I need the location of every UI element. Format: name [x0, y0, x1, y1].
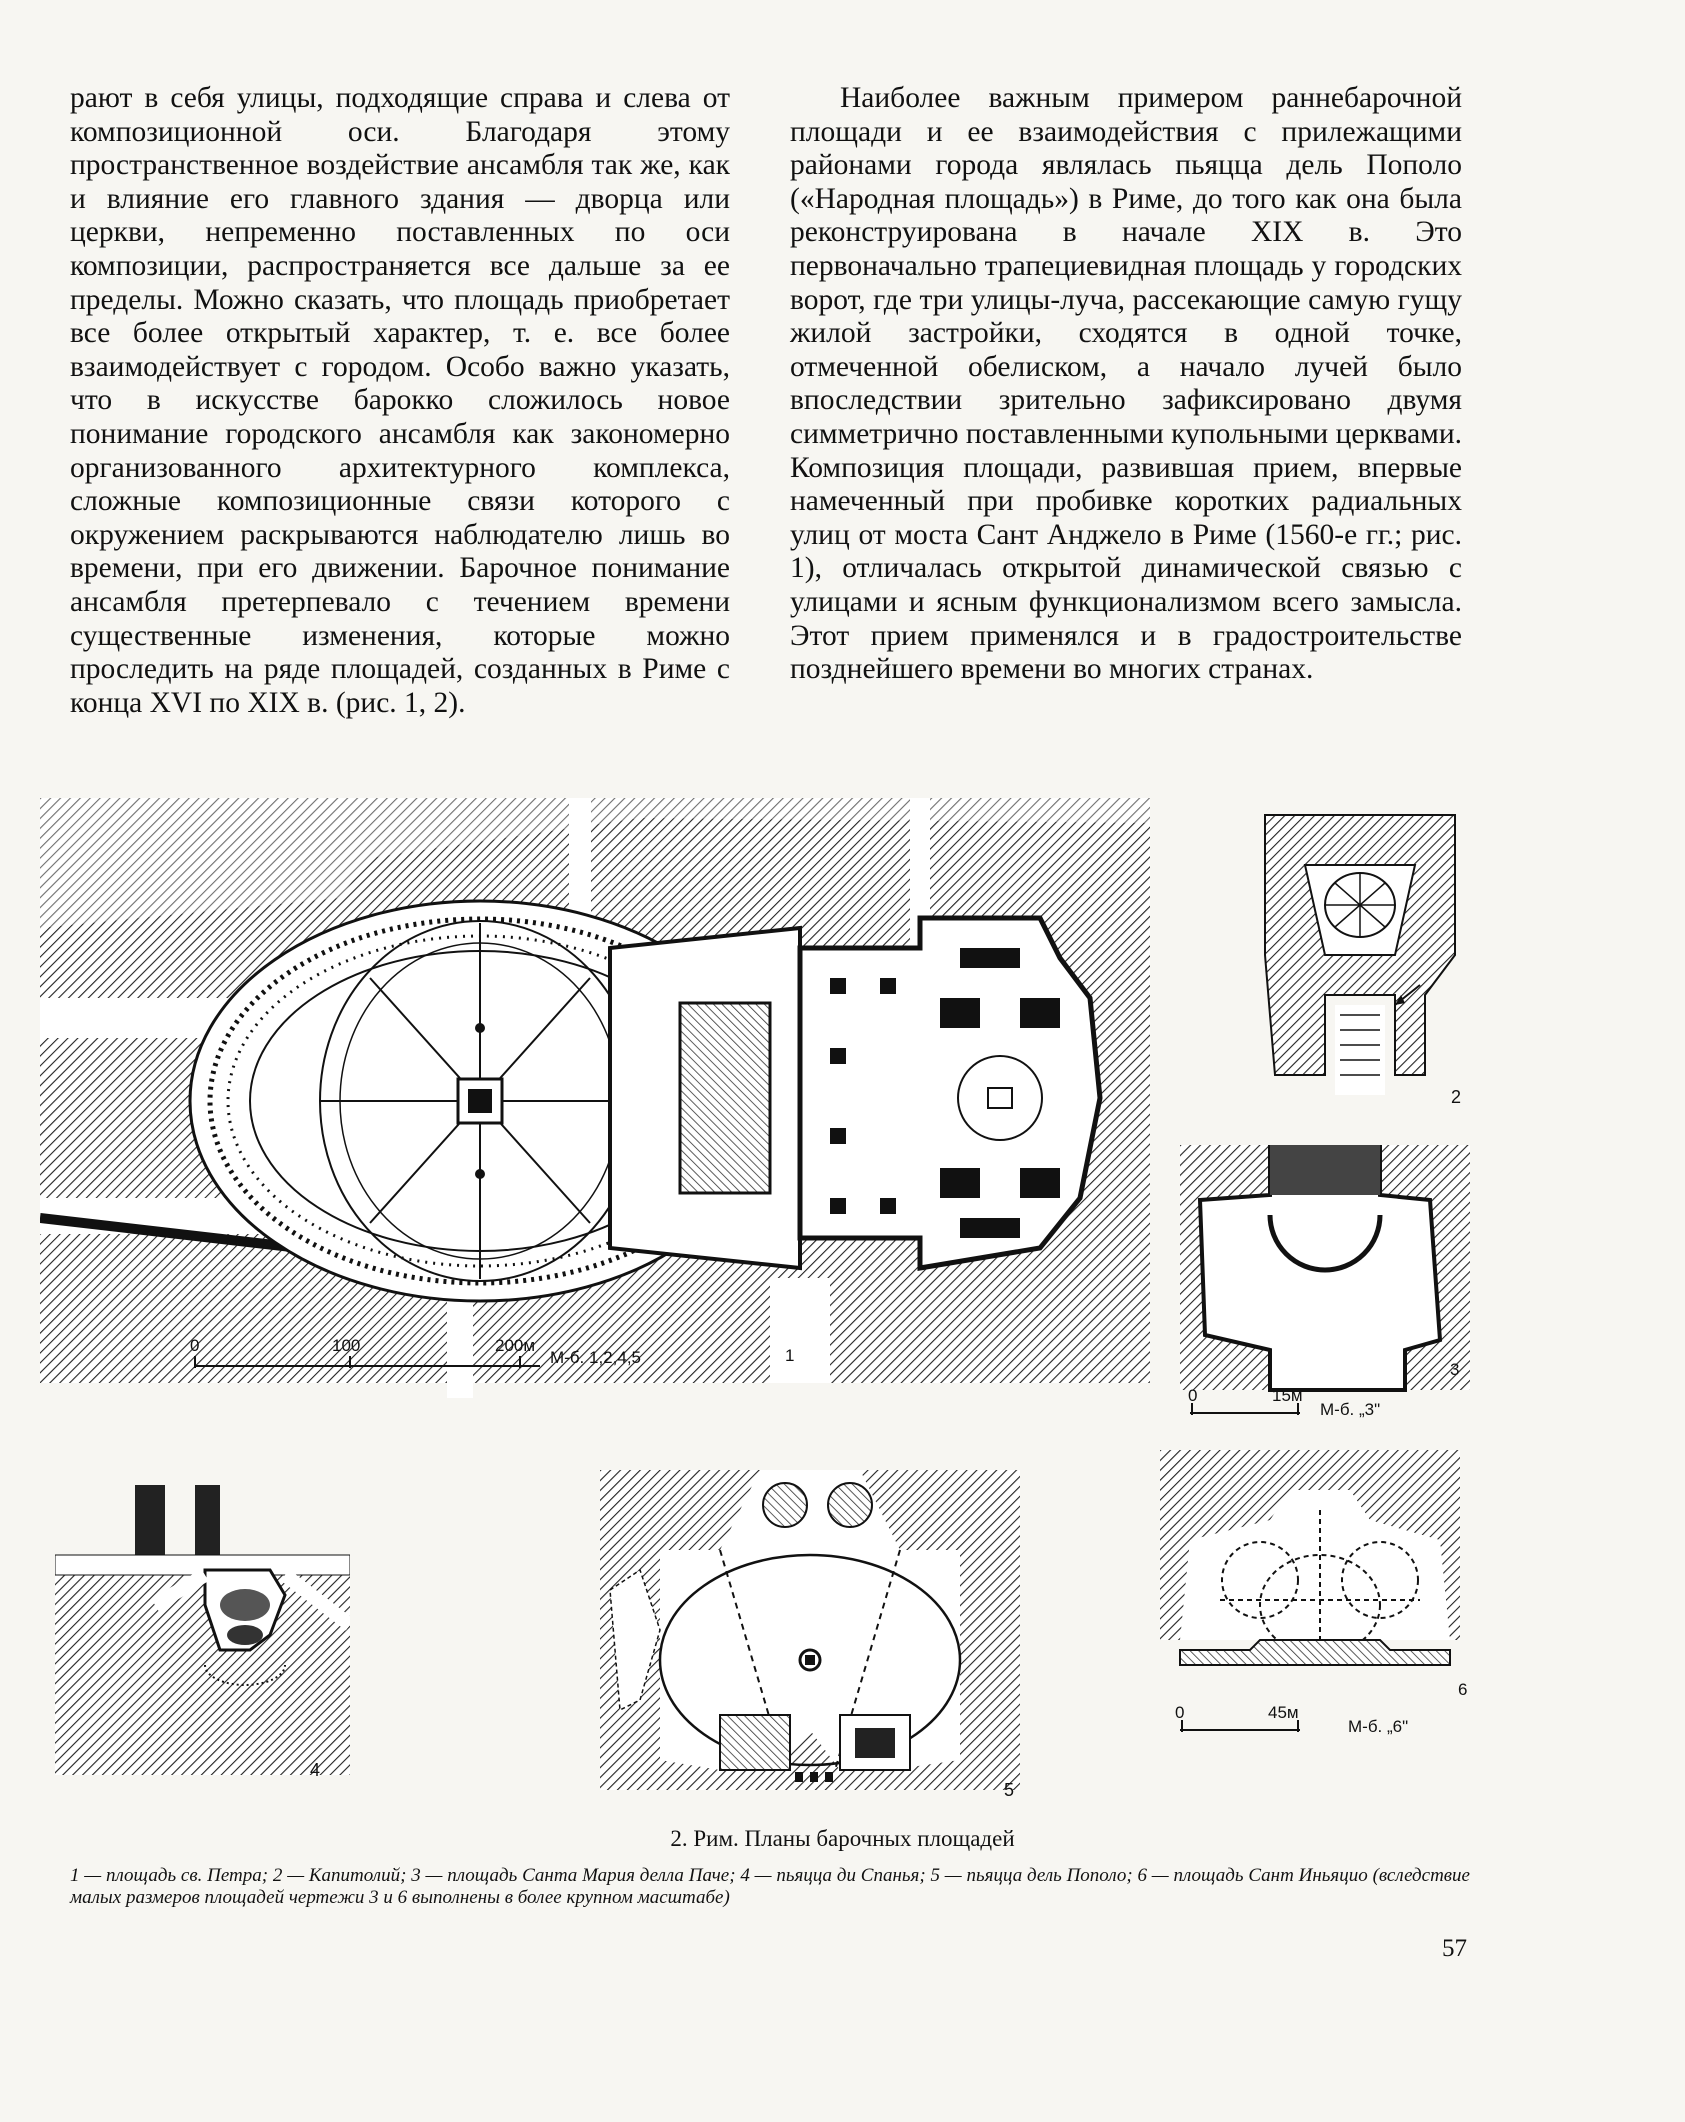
- right-text-column: [790, 82, 1462, 687]
- plan-4-number: 4: [310, 1760, 321, 1780]
- plan-6-scale-45: 45м: [1268, 1703, 1299, 1722]
- plan-3-number: 3: [1450, 1360, 1460, 1379]
- plan-3-scale-15: 15м: [1272, 1386, 1303, 1405]
- left-paragraph: рают в себя улицы, подходящие справа и слева от композиционной оси. Благодаря этому пространственное воздействие ансамбля так же, как и влияние его главного здания — дворца или церкви, непременно поставленных по оси композиции, распространяется все дальше за ее пределы. Можно сказать, что площадь приобретает все более открытый характер, т. е. все более взаимодействует с городом. Особо важно указать, что в искусстве барокко сложилось новое понимание городского ансамбля как закономерно организованного архитектурного комплекса, сложные композиционные связи которого с окружением раскрываются наблюдателю лишь во времени, при его движении. Барочное понимание ансамбля претерпевало с течением времени существенные изменения, которые можно проследить на ряде площадей, созданных в Риме с конца XVI по XIX в. (рис. 1, 2).: [70, 82, 730, 719]
- plan-6-scale-0: 0: [1175, 1703, 1185, 1722]
- plan-3-santa-maria-della-pace: [1180, 1145, 1470, 1430]
- figure-caption: 2. Рим. Планы барочных площадей: [670, 1826, 1015, 1851]
- plan-4-piazza-di-spagna: [55, 1485, 350, 1785]
- plan-5-number: 5: [1004, 1780, 1015, 1800]
- plan-1-scale-200: 200м: [495, 1336, 536, 1355]
- plan-3-scale-note: М-б. „3": [1320, 1400, 1381, 1419]
- left-text-column: [70, 82, 730, 720]
- plan-1-scale-note: М-б. 1,2,4,5: [550, 1348, 641, 1367]
- plan-2-capitol: [1255, 805, 1465, 1105]
- plan-2-number: 2: [1451, 1087, 1462, 1107]
- plan-1-scale-100: 100: [332, 1336, 361, 1355]
- plan-6-number: 6: [1458, 1680, 1468, 1699]
- plan-6-sant-ignazio: [1150, 1450, 1480, 1770]
- plan-5-piazza-del-popolo: [600, 1470, 1020, 1805]
- plan-1-scale-0: 0: [190, 1336, 200, 1355]
- plan-1-st-peters-square: [40, 798, 1150, 1398]
- figure-legend: 1 — площадь св. Петра; 2 — Капитолий; 3 — площадь Санта Мария делла Паче; 4 — пьяцца ди Спанья; 5 — пьяцца дель Пополо; 6 — площадь Сант Иньяцио (вследствие малых размеров площадей чертежи 3 и 6 выполнены в более крупном масштабе): [70, 1865, 1470, 1908]
- plan-6-scale-note: М-б. „6": [1348, 1717, 1409, 1736]
- page-number: 57: [1442, 1935, 1467, 1962]
- right-paragraph: Наиболее важным примером раннебарочной площади и ее взаимодействия с прилежащими районами города являлась пьяцца дель Пополо («Народная площадь») в Риме, до того как она была реконструирована в начале XIX в. Это первоначально трапециевидная площадь у городских ворот, где три улицы-луча, рассекающие самую гущу жилой застройки, сходятся в одной точке, отмеченной обелиском, а начало лучей было впоследствии зрительно зафиксировано двумя симметрично поставленными купольными церквами. Композиция площади, развившая прием, впервые намеченный при пробивке коротких радиальных улиц от моста Сант Анджело в Риме (1560-е гг.; рис. 1), отличалась открытой динамической связью с улицами и ясным функционализмом всего замысла. Этот прием применялся и в градостроительстве позднейшего времени во многих странах.: [790, 82, 1462, 686]
- plan-3-scale-0: 0: [1188, 1386, 1198, 1405]
- plan-1-number: 1: [785, 1346, 795, 1365]
